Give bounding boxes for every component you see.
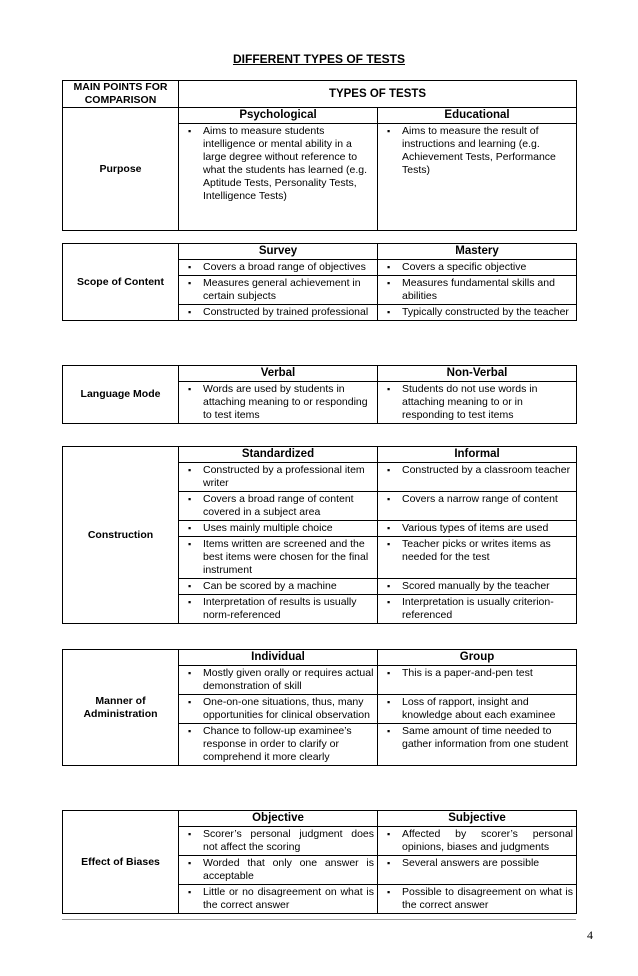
comparison-table-language-mode bbox=[62, 365, 577, 424]
cell-text: Teacher picks or writes items as needed for the test bbox=[402, 538, 551, 563]
bullet-icon: ▪ bbox=[387, 581, 391, 591]
bullet-icon: ▪ bbox=[188, 581, 192, 591]
document-title: DIFFERENT TYPES OF TESTS bbox=[232, 52, 405, 66]
cell-text: Measures fundamental skills and abilities bbox=[402, 277, 555, 302]
cell-text: One-on-one situations, thus, many opportunities for clinical observation bbox=[203, 696, 370, 721]
column-header: Subjective bbox=[378, 811, 577, 827]
cell-text: Constructed by a professional item writer bbox=[203, 464, 365, 489]
cell-text: Worded that only one answer is acceptable bbox=[203, 857, 374, 882]
cell-text: Interpretation is usually criterion-referenced bbox=[402, 596, 554, 621]
cell-text: Possible to disagreement on what is the correct answer bbox=[402, 886, 573, 911]
column-header: Objective bbox=[179, 811, 378, 827]
bullet-icon: ▪ bbox=[188, 887, 192, 897]
bullet-icon: ▪ bbox=[387, 726, 391, 736]
cell-text: Constructed by a classroom teacher bbox=[402, 464, 571, 476]
bullet-icon: ▪ bbox=[387, 494, 391, 504]
cell-text: Items written are screened and the best items were chosen for the final instrument bbox=[203, 538, 369, 576]
bullet-icon: ▪ bbox=[387, 539, 391, 549]
column-header: Standardized bbox=[179, 447, 378, 463]
cell-text: Various types of items are used bbox=[402, 522, 549, 534]
comparison-table-construction bbox=[62, 446, 577, 624]
bullet-icon: ▪ bbox=[188, 539, 192, 549]
bullet-icon: ▪ bbox=[188, 307, 192, 317]
bullet-icon: ▪ bbox=[188, 126, 192, 136]
bullet-icon: ▪ bbox=[188, 384, 192, 394]
column-header: Group bbox=[378, 650, 577, 666]
cell-text: This is a paper-and-pen test bbox=[402, 667, 533, 679]
bullet-icon: ▪ bbox=[188, 697, 192, 707]
column-header: Mastery bbox=[378, 244, 577, 260]
bullet-icon: ▪ bbox=[387, 307, 391, 317]
column-header: Verbal bbox=[179, 366, 378, 382]
cell-text: Loss of rapport, insight and knowledge about each examinee bbox=[402, 696, 556, 721]
cell-text: Students do not use words in attaching meaning to or in responding to test items bbox=[402, 383, 538, 421]
bullet-icon: ▪ bbox=[387, 278, 391, 288]
bullet-icon: ▪ bbox=[387, 262, 391, 272]
bullet-icon: ▪ bbox=[387, 465, 391, 475]
bullet-icon: ▪ bbox=[188, 465, 192, 475]
column-header: Psychological bbox=[179, 108, 378, 124]
bullet-icon: ▪ bbox=[188, 829, 192, 839]
row-label: Scope of Content bbox=[63, 244, 179, 321]
bullet-icon: ▪ bbox=[188, 262, 192, 272]
page-number: 4 bbox=[587, 928, 593, 942]
bullet-icon: ▪ bbox=[188, 858, 192, 868]
comparison-table-purpose bbox=[62, 80, 577, 231]
bullet-icon: ▪ bbox=[188, 726, 192, 736]
bullet-icon: ▪ bbox=[188, 278, 192, 288]
cell-text: Aims to measure the result of instructions and learning (e.g. Achievement Tests, Performance Tests) bbox=[402, 125, 556, 176]
cell-text: Scorer’s personal judgment does not affect the scoring bbox=[203, 828, 374, 853]
row-label: Manner of Administration bbox=[63, 650, 179, 766]
cell-text: Scored manually by the teacher bbox=[402, 580, 550, 592]
row-label: Construction bbox=[63, 447, 179, 624]
cell-text: Covers a narrow range of content bbox=[402, 493, 558, 505]
cell-text: Words are used by students in attaching meaning to or responding to test items bbox=[203, 383, 368, 421]
column-header: Survey bbox=[179, 244, 378, 260]
bullet-icon: ▪ bbox=[387, 858, 391, 868]
bullet-icon: ▪ bbox=[387, 887, 391, 897]
cell-text: Measures general achievement in certain subjects bbox=[203, 277, 361, 302]
cell-text: Constructed by trained professional bbox=[203, 306, 369, 318]
cell-text: Covers a broad range of objectives bbox=[203, 261, 366, 273]
bullet-icon: ▪ bbox=[387, 597, 391, 607]
column-header: Informal bbox=[378, 447, 577, 463]
types-of-tests-header: TYPES OF TESTS bbox=[179, 81, 577, 108]
cell-text: Uses mainly multiple choice bbox=[203, 522, 333, 534]
column-header: Non-Verbal bbox=[378, 366, 577, 382]
cell-text: Little or no disagreement on what is the correct answer bbox=[203, 886, 374, 911]
bullet-icon: ▪ bbox=[188, 494, 192, 504]
cell-text: Chance to follow-up examinee’s response in order to clarify or comprehend it more clearly bbox=[203, 725, 352, 763]
cell-text: Same amount of time needed to gather information from one student bbox=[402, 725, 569, 750]
cell-text: Typically constructed by the teacher bbox=[402, 306, 569, 318]
cell-text: Interpretation of results is usually norm-referenced bbox=[203, 596, 357, 621]
bullet-icon: ▪ bbox=[387, 668, 391, 678]
cell-text: Covers a broad range of content covered in a subject area bbox=[203, 493, 354, 518]
cell-text: Affected by scorer’s personal opinions, biases and judgments bbox=[402, 828, 573, 853]
bullet-icon: ▪ bbox=[387, 126, 391, 136]
footer-divider bbox=[62, 919, 576, 920]
bullet-icon: ▪ bbox=[188, 523, 192, 533]
comparison-table-manner-of-administration bbox=[62, 649, 577, 766]
row-label: Purpose bbox=[63, 108, 179, 231]
column-header: Educational bbox=[378, 108, 577, 124]
cell-text: Can be scored by a machine bbox=[203, 580, 337, 592]
cell-text: Mostly given orally or requires actual demonstration of skill bbox=[203, 667, 374, 692]
main-points-header: MAIN POINTS FOR COMPARISON bbox=[63, 81, 179, 108]
column-header: Individual bbox=[179, 650, 378, 666]
bullet-icon: ▪ bbox=[387, 523, 391, 533]
bullet-icon: ▪ bbox=[387, 697, 391, 707]
bullet-icon: ▪ bbox=[188, 668, 192, 678]
bullet-icon: ▪ bbox=[387, 829, 391, 839]
cell-text: Aims to measure students intelligence or mental ability in a large degree without reference to what the students has learned (e.g. Aptitude Tests, Personality Tests, Intelligence Tests) bbox=[203, 125, 368, 202]
table-header-row bbox=[63, 81, 577, 108]
bullet-icon: ▪ bbox=[188, 597, 192, 607]
row-label: Language Mode bbox=[63, 366, 179, 424]
bullet-icon: ▪ bbox=[387, 384, 391, 394]
cell-text: Several answers are possible bbox=[402, 857, 540, 869]
cell-text: Covers a specific objective bbox=[402, 261, 527, 273]
row-label: Effect of Biases bbox=[63, 811, 179, 914]
comparison-table-scope-of-content bbox=[62, 243, 577, 321]
comparison-table-effect-of-biases bbox=[62, 810, 577, 914]
